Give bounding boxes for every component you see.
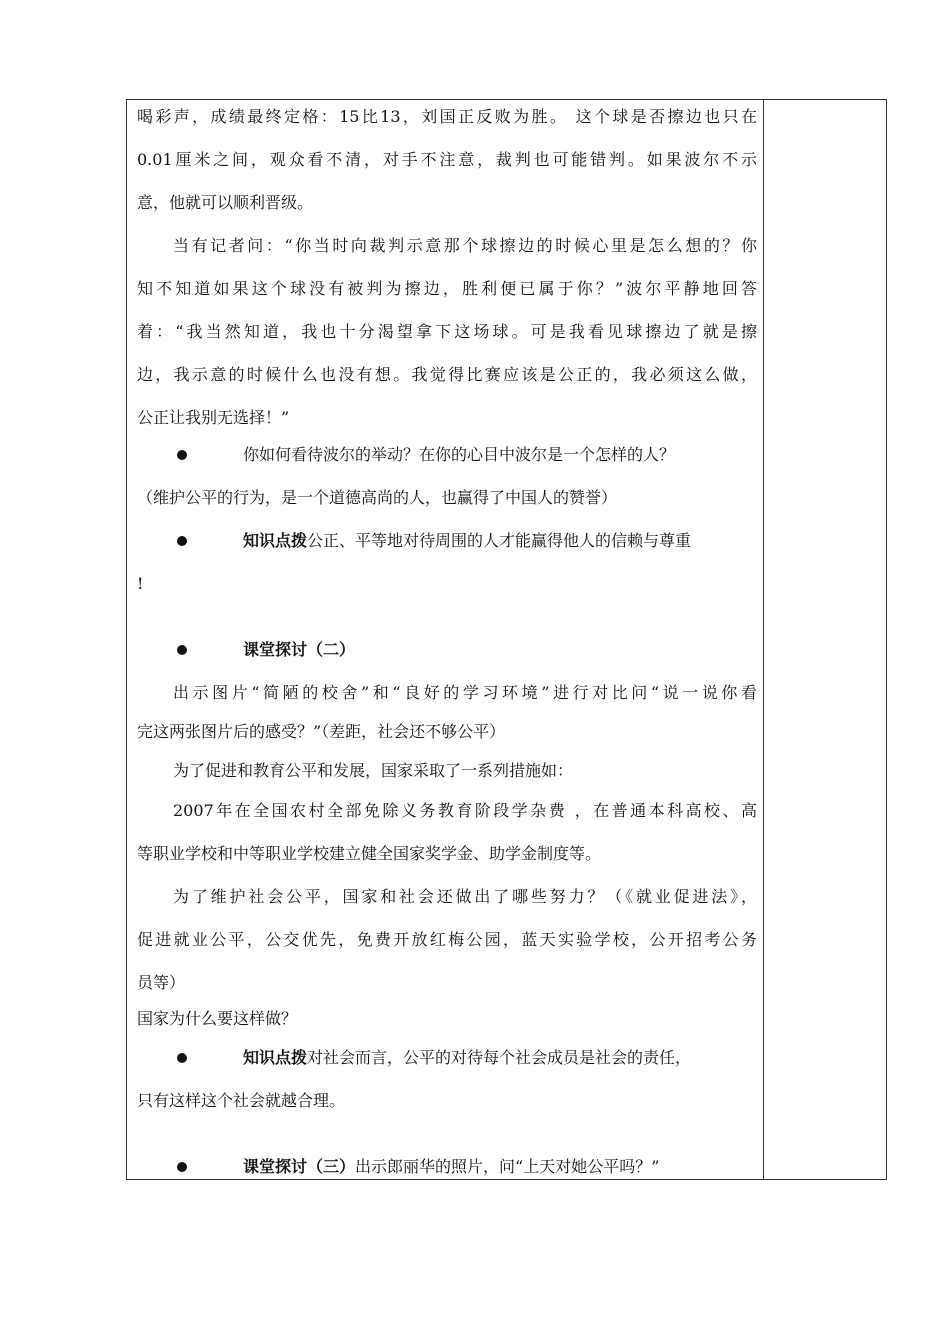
section-3 — [243, 1156, 659, 1178]
text-line: 为了促进和教育公平和发展，国家采取了一系列措施如： — [173, 761, 574, 780]
section-3-text: 出示郎丽华的照片，问“上天对她公平吗？” — [355, 1157, 660, 1176]
answer-text: （维护公平的行为，是一个道德高尚的人，也赢得了中国人的赞誉） — [137, 488, 618, 507]
knowledge-tip-label: 知识点拨 — [243, 1048, 308, 1067]
text-line: 喝彩声，成绩最终定格：15比13，刘国正反败为胜。 这个球是否擦边也只在 — [137, 107, 757, 126]
text-line: 促进就业公平，公交优先，免费开放红梅公园，蓝天实验学校，公开招考公务 — [137, 930, 757, 949]
section-title-2: 课堂探讨（二） — [243, 640, 356, 659]
section-title-3: 课堂探讨（三） — [243, 1157, 356, 1176]
text-line: 知不知道如果这个球没有被判为擦边，胜利便已属于你？”波尔平静地回答 — [137, 279, 757, 298]
text-line: 国家为什么要这样做？ — [137, 1009, 298, 1028]
text-line: 当有记者问：“你当时向裁判示意那个球擦边的时候心里是怎么想的？你 — [173, 236, 757, 255]
knowledge-tip-text: 公正、平等地对待周围的人才能赢得他人的信赖与尊重 — [307, 531, 692, 550]
lesson-table — [126, 99, 887, 1180]
knowledge-tip — [243, 1047, 691, 1069]
text-line: 公正让我别无选择！” — [137, 408, 290, 427]
knowledge-tip-text: 对社会而言，公平的对待每个社会成员是社会的责任， — [307, 1048, 692, 1067]
bullet-icon — [177, 450, 187, 460]
knowledge-tip-label: 知识点拨 — [243, 531, 308, 550]
question-text: 你如何看待波尔的举动？在你的心目中波尔是一个怎样的人？ — [243, 445, 676, 464]
text-line: 2007年在全国农村全部免除义务教育阶段学杂费 ，在普通本科高校、高 — [173, 801, 757, 820]
text-line: 员等） — [137, 973, 186, 992]
text-line: 意，他就可以顺利晋级。 — [137, 193, 314, 212]
bullet-icon — [177, 645, 187, 655]
text-line: 等职业学校和中等职业学校建立健全国家奖学金、助学金制度等。 — [137, 844, 602, 863]
bullet-icon — [177, 1162, 187, 1172]
text-line: 着：“我当然知道，我也十分渴望拿下这场球。可是我看见球擦边了就是擦 — [137, 322, 757, 341]
bullet-icon — [177, 536, 187, 546]
text-line: 0.01厘米之间，观众看不清，对手不注意，裁判也可能错判。如果波尔不示 — [137, 150, 757, 169]
text-line: 边，我示意的时候什么也没有想。我觉得比赛应该是公正的，我必须这么做， — [137, 365, 757, 384]
text-line: 出示图片“简陋的校舍”和“良好的学习环境”进行对比问“说一说你看 — [173, 683, 757, 702]
text-line: 完这两张图片后的感受？”（差距，社会还不够公平） — [137, 722, 506, 741]
text-line: 只有这样这个社会就越合理。 — [137, 1091, 346, 1110]
text-line: 为了维护社会公平，国家和社会还做出了哪些努力？（《就业促进法》， — [173, 887, 757, 906]
bullet-icon — [177, 1053, 187, 1063]
text-line: ! — [137, 574, 144, 593]
knowledge-tip — [243, 530, 691, 552]
column-divider — [763, 100, 764, 1179]
